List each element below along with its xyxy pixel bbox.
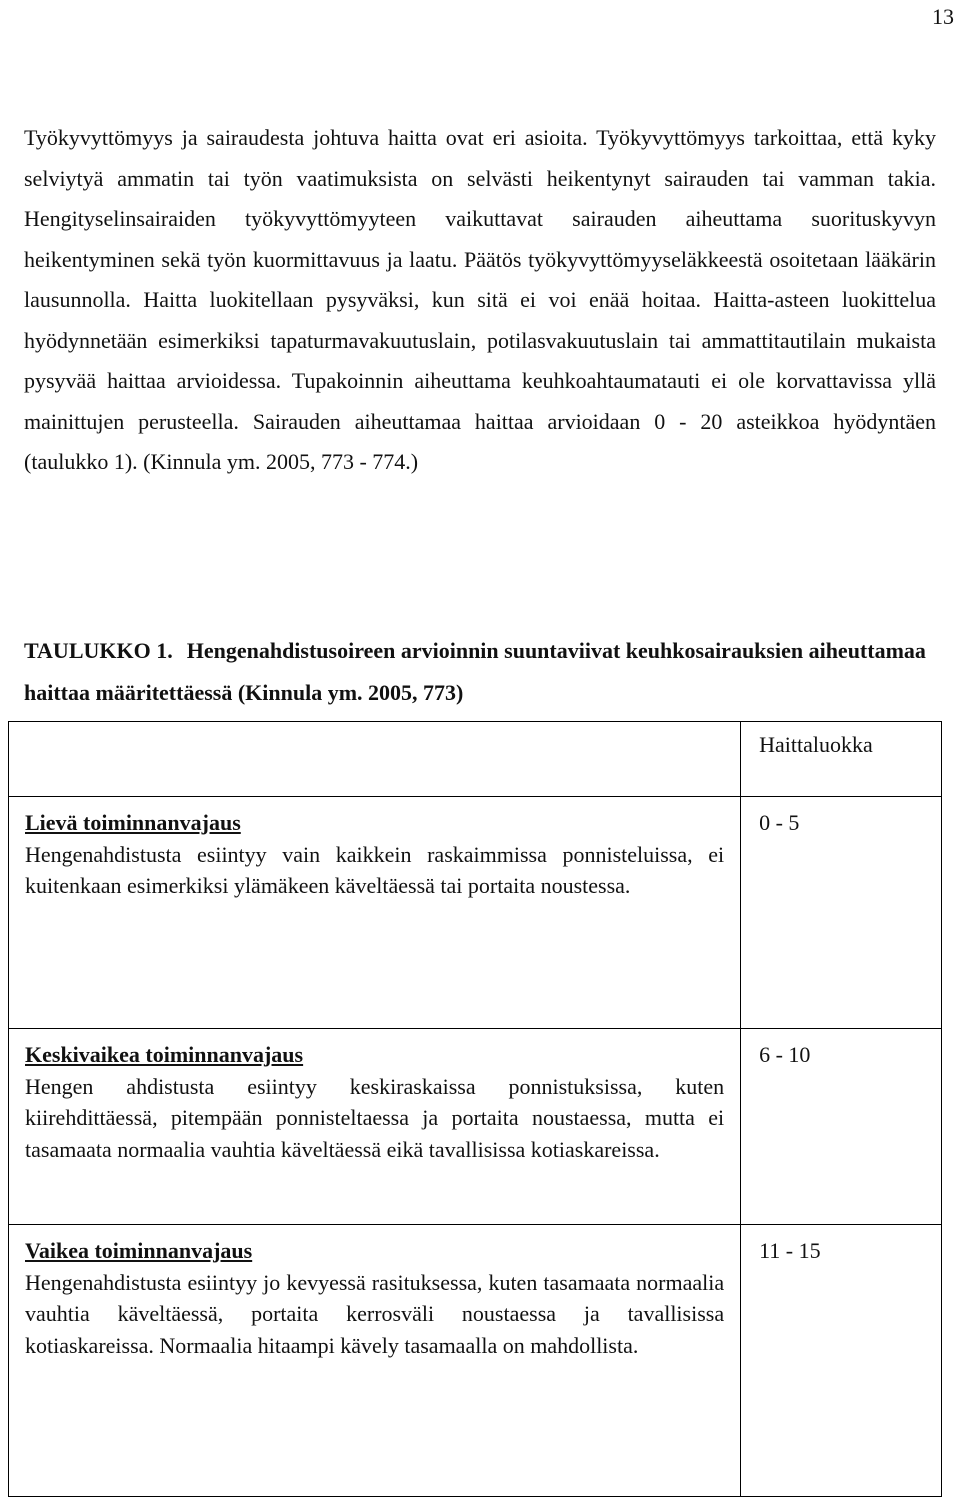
row-description-cell bbox=[9, 1225, 741, 1497]
table-row bbox=[9, 1225, 942, 1497]
table-row bbox=[9, 1029, 942, 1225]
header-empty-cell bbox=[9, 722, 741, 797]
disability-grading-table bbox=[8, 721, 942, 1497]
row-description-cell bbox=[9, 797, 741, 1029]
table-caption bbox=[24, 630, 936, 714]
row-text: Hengen ahdistusta esiintyy keskiraskaissa ponnistuksissa, kuten kiirehdittäessä, pitempään ponnisteltaessa ja portaita noustaessa, mutta ei tasamaata normaalia vauhtia käveltäessä eikä tavallisissa kotiaskareissa. bbox=[25, 1073, 725, 1162]
row-class-value: 6 - 10 bbox=[759, 1042, 811, 1067]
row-class-value: 11 - 15 bbox=[759, 1238, 821, 1263]
header-class-label: Haittaluokka bbox=[759, 732, 873, 757]
table-caption-text: Hengenahdistusoireen arvioinnin suuntaviivat keuhkosairauksien aiheuttamaa haittaa määritettäessä (Kinnula ym. 2005, 773) bbox=[24, 638, 926, 705]
header-class-cell bbox=[741, 722, 942, 797]
body-paragraph: Työkyvyttömyys ja sairaudesta johtuva haitta ovat eri asioita. Työkyvyttömyys tarkoittaa, että kyky selviytyä ammatin tai työn vaatimuksista on selvästi heikentynyt sairauden tai vamman takia. Hengityselinsairaiden työkyvyttömyyteen vaikuttavat sairauden aiheuttama suorituskyvyn heikentyminen sekä työn kuormittavuus ja laatu. Päätös työkyvyttömyyseläkkeestä osoitetaan lääkärin lausunnolla. Haitta luokitellaan pysyväksi, kun sitä ei voi enää hoitaa. Haitta-asteen luokittelua hyödynnetään esimerkiksi tapaturmavakuutuslain, potilasvakuutuslain tai ammattitautilain mukaista pysyvää haittaa arvioidessa. Tupakoinnin aiheuttama keuhkoahtaumatauti ei ole korvattavissa yllä mainittujen perusteella. Sairauden aiheuttamaa haittaa arvioidaan 0 - 20 asteikkoa hyödyntäen (taulukko 1). (Kinnula ym. 2005, 773 - 774.) bbox=[24, 125, 936, 474]
row-class-value: 0 - 5 bbox=[759, 810, 800, 835]
row-text: Hengenahdistusta esiintyy jo kevyessä rasituksessa, kuten tasamaata normaalia vauhtia käveltäessä, portaita kerrosväli noustaessa ja tavallisissa kotiaskareissa. Normaalia hitaampi kävely tasamaalla on mahdollista. bbox=[25, 1269, 725, 1358]
table-caption-label: TAULUKKO 1. bbox=[24, 638, 173, 663]
row-class-cell bbox=[741, 797, 942, 1029]
row-description-cell bbox=[9, 1029, 741, 1225]
row-class-cell bbox=[741, 1029, 942, 1225]
row-class-cell bbox=[741, 1225, 942, 1497]
row-text: Hengenahdistusta esiintyy vain kaikkein raskaimmissa ponnisteluissa, ei kuitenkaan esimerkiksi ylämäkeen käveltäessä tai portaita noustessa. bbox=[25, 841, 725, 898]
table-row bbox=[9, 797, 942, 1029]
row-title: Keskivaikea toiminnanvajaus bbox=[25, 1042, 304, 1067]
table-header-row bbox=[9, 722, 942, 797]
row-title: Vaikea toiminnanvajaus bbox=[25, 1238, 253, 1263]
page-number: 13 bbox=[932, 4, 954, 29]
row-title: Lievä toiminnanvajaus bbox=[25, 810, 241, 835]
